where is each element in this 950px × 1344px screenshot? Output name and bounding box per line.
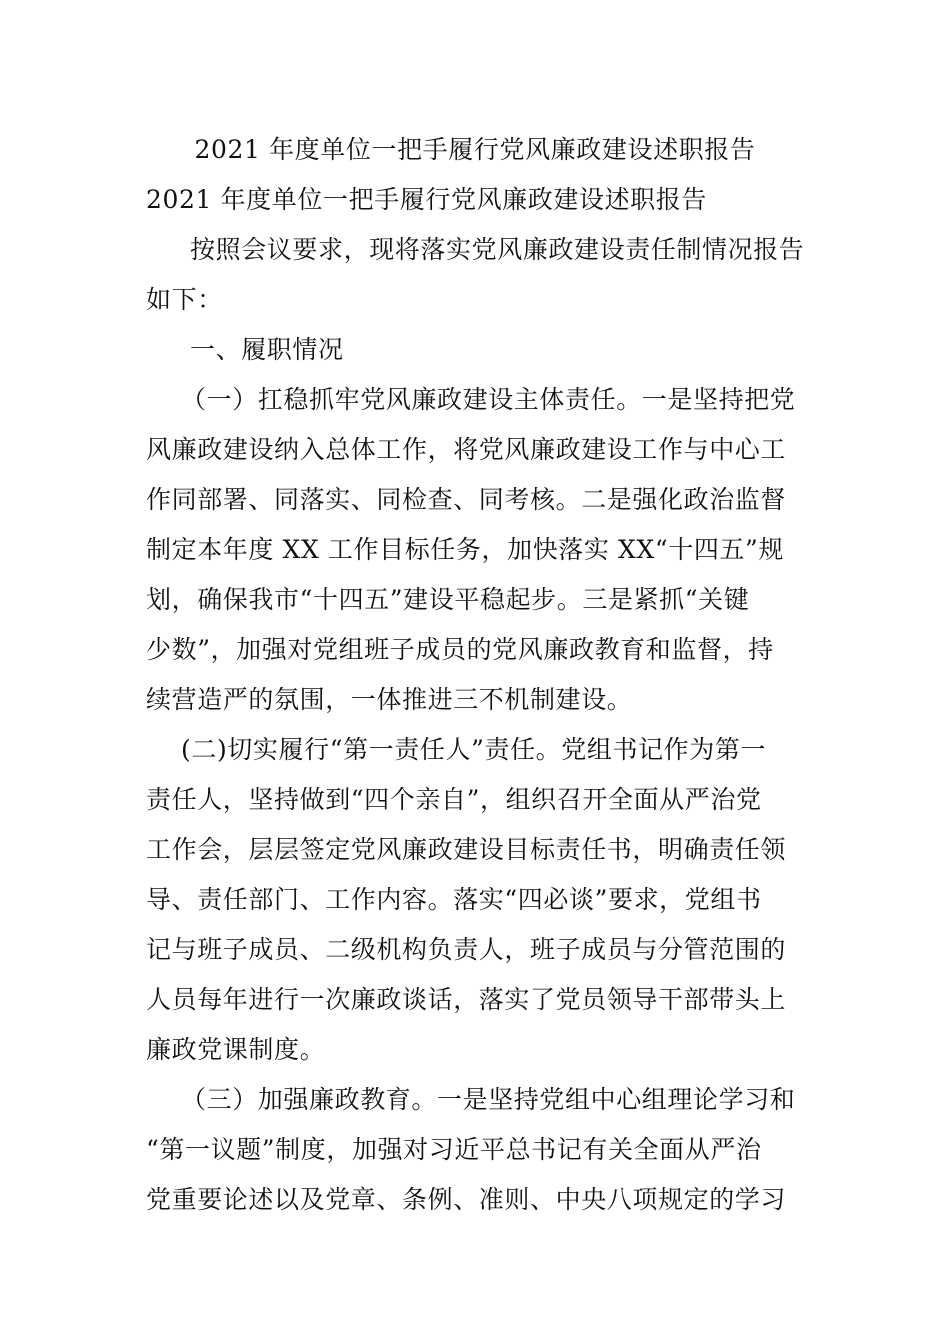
section-heading-1: 一、履职情况 — [190, 335, 344, 364]
p2-line-3: 工作会，层层签定党风廉政建设目标责任书，明确责任领 — [146, 835, 787, 864]
p2-line-1: (二)切实履行“第一责任人”责任。党组书记作为第一 — [181, 735, 767, 764]
p3-line-3: 党重要论述以及党章、条例、准则、中央八项规定的学习 — [146, 1185, 787, 1214]
p2-line-6: 人员每年进行一次廉政谈话，落实了党员领导干部带头上 — [146, 985, 787, 1014]
p1-line-5: 划，确保我市“十四五”建设平稳起步。三是紧抓“关键 — [146, 585, 750, 614]
p1-line-7: 续营造严的氛围，一体推进三不机制建设。 — [146, 685, 633, 714]
intro-line-2: 如下： — [146, 285, 223, 314]
intro-line-1: 按照会议要求，现将落实党风廉政建设责任制情况报告 — [190, 235, 805, 264]
p1-line-2: 风廉政建设纳入总体工作，将党风廉政建设工作与中心工 — [146, 435, 787, 464]
p1-line-1: （一）扛稳抓牢党风廉政建设主体责任。一是坚持把党 — [181, 385, 796, 414]
p2-line-5: 记与班子成员、二级机构负责人，班子成员与分管范围的 — [146, 935, 787, 964]
p3-line-1: （三）加强廉政教育。一是坚持党组中心组理论学习和 — [181, 1085, 796, 1114]
document-title: 2021 年度单位一把手履行党风廉政建设述职报告 — [194, 135, 756, 164]
p1-line-6: 少数”，加强对党组班子成员的党风廉政教育和监督，持 — [146, 635, 774, 664]
document-title-repeat: 2021 年度单位一把手履行党风廉政建设述职报告 — [146, 185, 707, 214]
p2-line-7: 廉政党课制度。 — [146, 1035, 326, 1064]
p2-line-2: 责任人，坚持做到“四个亲自”，组织召开全面从严治党 — [146, 785, 762, 814]
p1-line-3: 作同部署、同落实、同检查、同考核。二是强化政治监督 — [146, 485, 787, 514]
p3-line-2: “第一议题”制度，加强对习近平总书记有关全面从严治 — [146, 1135, 762, 1164]
p2-line-4: 导、责任部门、工作内容。落实“四必谈”要求，党组书 — [146, 885, 762, 914]
p1-line-4: 制定本年度 XX 工作目标任务，加快落实 XX“十四五”规 — [146, 535, 784, 564]
